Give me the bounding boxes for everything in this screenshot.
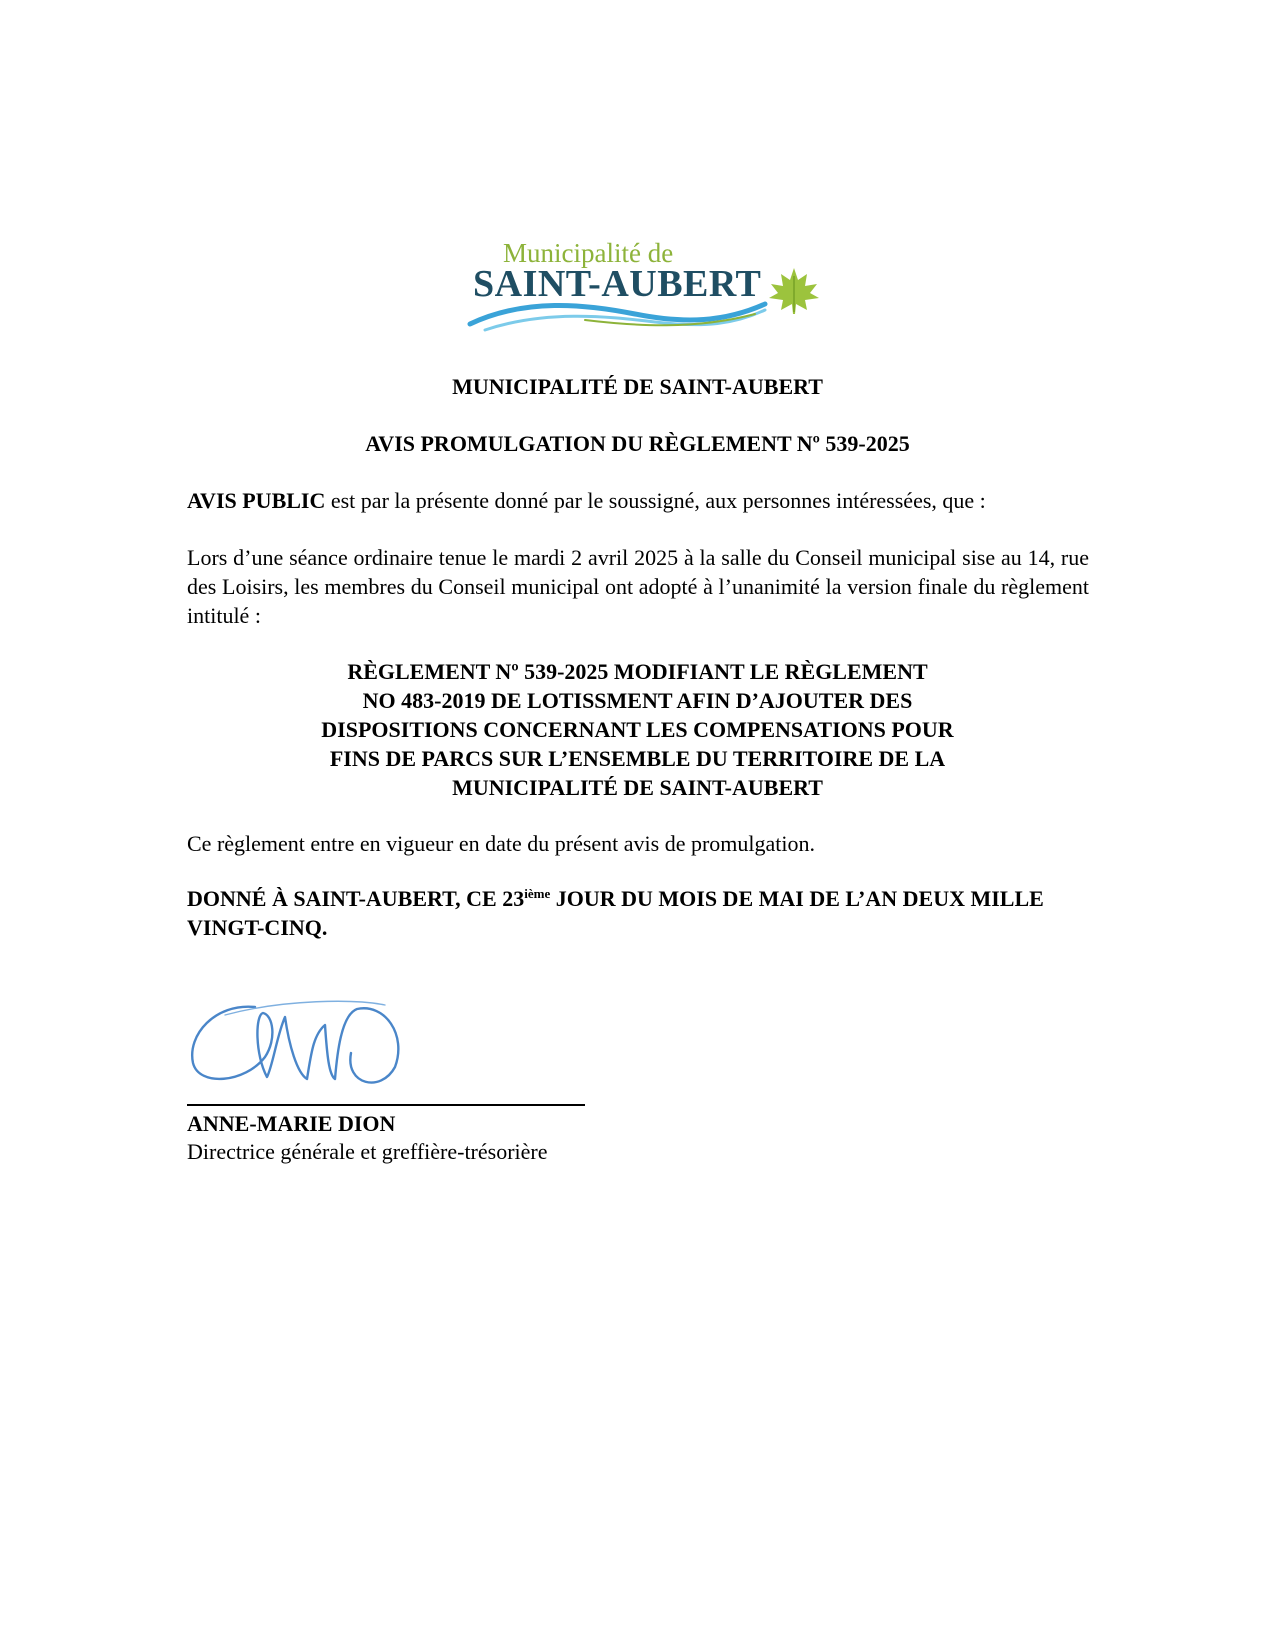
signature-line	[187, 1104, 585, 1106]
municipality-logo	[465, 238, 825, 348]
regulation-title-line: FINS DE PARCS SUR L’ENSEMBLE DU TERRITOIRE DE LA	[329, 746, 946, 771]
given-statement	[187, 884, 1089, 942]
logo-line1: Municipalité de	[503, 238, 674, 268]
handwritten-signature	[185, 995, 425, 1095]
given-superscript: ième	[524, 886, 551, 901]
body-paragraph: Lors d’une séance ordinaire tenue le mardi 2 avril 2025 à la salle du Conseil municipal sise au 14, rue des Loisirs, les membres du Conseil municipal ont adopté à l’unanimité la version finale du règlement intitulé :	[187, 545, 1089, 628]
regulation-title-line: NO 483-2019 DE LOTISSMENT AFIN D’AJOUTER DES	[362, 688, 913, 713]
signer-role: Directrice générale et greffière-trésorière	[187, 1139, 548, 1164]
regulation-title-line: DISPOSITIONS CONCERNANT LES COMPENSATIONS POUR	[321, 717, 954, 742]
logo-waves-icon	[465, 296, 775, 336]
intro-paragraph	[187, 486, 1089, 515]
given-part2: JOUR DU MOIS DE MAI DE L’AN DEUX MILLE VINGT-CINQ.	[187, 886, 1044, 940]
document-subtitle: AVIS PROMULGATION DU RÈGLEMENT Nº 539-2025	[365, 431, 910, 456]
regulation-title-line: MUNICIPALITÉ DE SAINT-AUBERT	[452, 775, 823, 800]
signer-name: ANNE-MARIE DION	[187, 1111, 396, 1136]
effective-statement: Ce règlement entre en vigueur en date du présent avis de promulgation.	[187, 831, 816, 856]
intro-bold: AVIS PUBLIC	[187, 488, 326, 513]
maple-leaf-icon	[767, 266, 821, 316]
regulation-title-line: RÈGLEMENT Nº 539-2025 MODIFIANT LE RÈGLEMENT	[347, 659, 928, 684]
logo-line2: SAINT-AUBERT	[473, 263, 762, 305]
intro-text: est par la présente donné par le soussigné, aux personnes intéressées, que :	[325, 488, 986, 513]
given-part1: DONNÉ À SAINT-AUBERT, CE 23	[187, 886, 525, 911]
regulation-title	[185, 657, 1090, 802]
document-title: MUNICIPALITÉ DE SAINT-AUBERT	[452, 374, 823, 399]
